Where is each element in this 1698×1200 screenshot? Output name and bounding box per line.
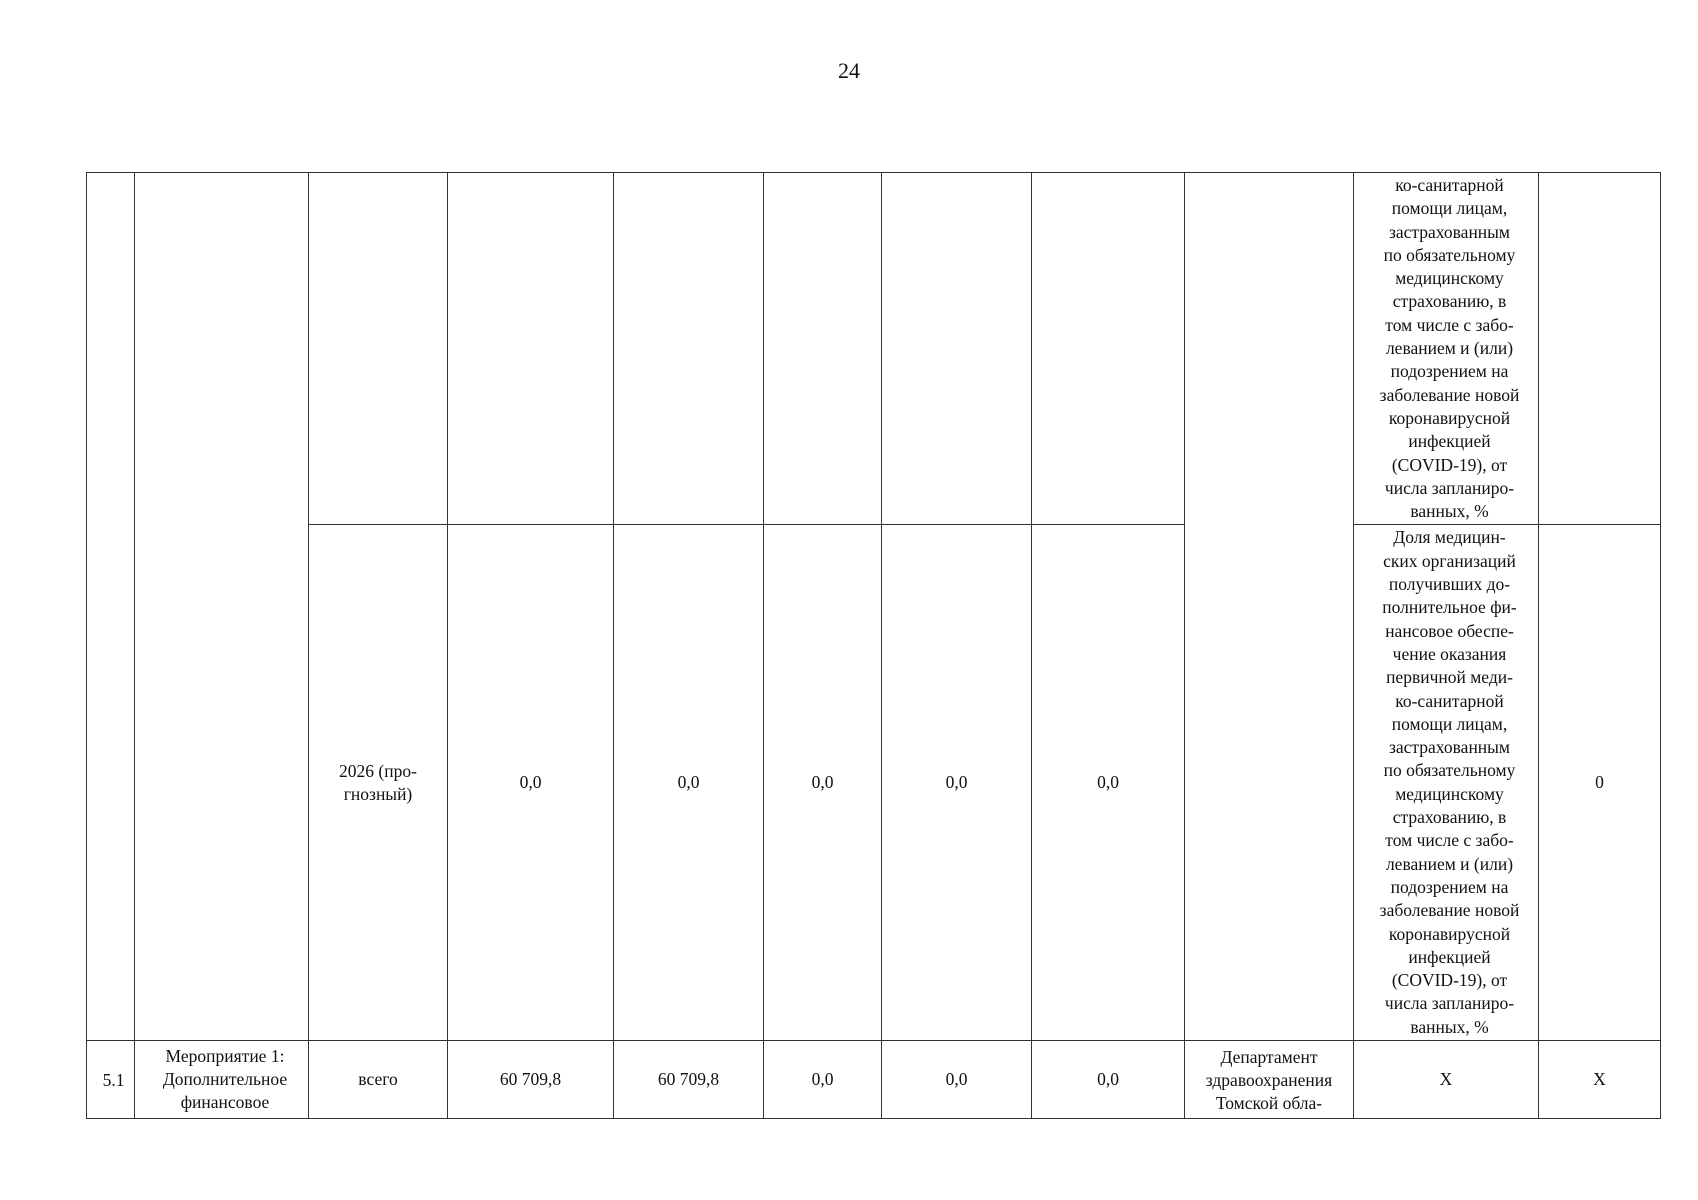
indicator-cell	[1354, 525, 1539, 1041]
indicator-line: по обязательному	[1383, 244, 1516, 265]
executor-cell	[1185, 1040, 1354, 1118]
indicator-line: застрахованным	[1388, 221, 1511, 242]
indicator-line: ко-санитарной	[1395, 175, 1504, 195]
value-cell	[764, 173, 882, 525]
indicator-line: ко-санитарной	[1395, 690, 1504, 711]
indicator-line: получивших до-	[1388, 574, 1511, 595]
indicator-line: медицинскому	[1395, 268, 1504, 289]
value-cell	[448, 173, 614, 525]
value-cell	[882, 173, 1032, 525]
value-cell: 0,0	[764, 525, 882, 1041]
number-cell: 5.1	[87, 1040, 135, 1118]
indicator-line: леванием и (или)	[1385, 338, 1514, 359]
period-cell: всего	[309, 1040, 448, 1118]
indicator-line: числа запланиро-	[1384, 993, 1515, 1014]
value-cell: 0,0	[764, 1040, 882, 1118]
indicator-line: коронавирусной	[1388, 407, 1511, 428]
table-row	[87, 1040, 1661, 1118]
value-cell: 60 709,8	[448, 1040, 614, 1118]
indicator-line: инфекцией	[1408, 431, 1491, 452]
executor-cell	[1185, 173, 1354, 1041]
number-cell	[87, 173, 135, 1041]
program-table	[86, 172, 1661, 1119]
indicator-line: помощи лицам,	[1391, 198, 1508, 219]
indicator-line: коронавирусной	[1388, 923, 1511, 944]
value-cell: 0,0	[882, 1040, 1032, 1118]
indicator-line: подозрением на	[1390, 876, 1509, 897]
indicator-line: застрахованным	[1388, 737, 1511, 758]
indicator-line: заболевание новой	[1379, 384, 1520, 405]
name-cell	[135, 1040, 309, 1118]
value-cell: 0,0	[882, 525, 1032, 1041]
value-cell: 0,0	[1032, 1040, 1185, 1118]
indicator-line: ванных, %	[1410, 1016, 1489, 1037]
indicator-line: леванием и (или)	[1385, 853, 1514, 874]
indicator-cell: X	[1354, 1040, 1539, 1118]
period-cell	[309, 525, 448, 1041]
table-row	[87, 173, 1661, 525]
indicator-line: том числе с забо-	[1385, 830, 1514, 851]
indicator-line: страхованию, в	[1392, 807, 1507, 828]
value-cell	[1032, 173, 1185, 525]
executor-line: Томской обла-	[1215, 1093, 1323, 1114]
indicator-line: нансовое обеспе-	[1385, 620, 1514, 641]
indicator-line: том числе с забо-	[1385, 314, 1514, 335]
indicator-line: чение оказания	[1392, 643, 1507, 664]
name-line: Дополнительное	[162, 1068, 288, 1089]
indicator-line: по обязательному	[1383, 760, 1516, 781]
indicator-line: первичной меди-	[1386, 667, 1513, 688]
year-line: гнозный)	[343, 783, 413, 804]
indicator-line: ских организаций	[1383, 550, 1516, 571]
indicator-line: медицинскому	[1395, 783, 1504, 804]
indicator-line: ванных, %	[1410, 501, 1489, 522]
value-cell: 0,0	[448, 525, 614, 1041]
executor-line: здравоохранения	[1205, 1069, 1333, 1090]
table-row	[87, 525, 1661, 1041]
indicator-line: Доля медицин-	[1393, 527, 1506, 548]
indicator-cell	[1354, 173, 1539, 525]
value-cell: 0,0	[1032, 525, 1185, 1041]
indicator-line: полнительное фи-	[1382, 597, 1517, 618]
indicator-line: помощи лицам,	[1391, 713, 1508, 734]
value-cell	[614, 173, 764, 525]
indicator-value-cell: X	[1539, 1040, 1661, 1118]
indicator-line: (COVID-19), от	[1391, 454, 1508, 475]
indicator-line: заболевание новой	[1379, 900, 1520, 921]
value-cell: 60 709,8	[614, 1040, 764, 1118]
page-number: 24	[838, 58, 860, 83]
indicator-line: (COVID-19), от	[1391, 970, 1508, 991]
indicator-line: подозрением на	[1390, 361, 1509, 382]
name-line: финансовое	[180, 1092, 270, 1113]
year-line: 2026 (про-	[339, 760, 417, 781]
value-cell: 0,0	[614, 525, 764, 1041]
name-cell	[135, 173, 309, 1041]
indicator-line: страхованию, в	[1392, 291, 1507, 312]
indicator-line: числа запланиро-	[1384, 477, 1515, 498]
indicator-line: инфекцией	[1408, 946, 1491, 967]
indicator-value-cell: 0	[1539, 525, 1661, 1041]
period-cell	[309, 173, 448, 525]
name-line: Мероприятие 1:	[165, 1045, 285, 1066]
indicator-value-cell	[1539, 173, 1661, 525]
executor-line: Департамент	[1220, 1046, 1318, 1067]
